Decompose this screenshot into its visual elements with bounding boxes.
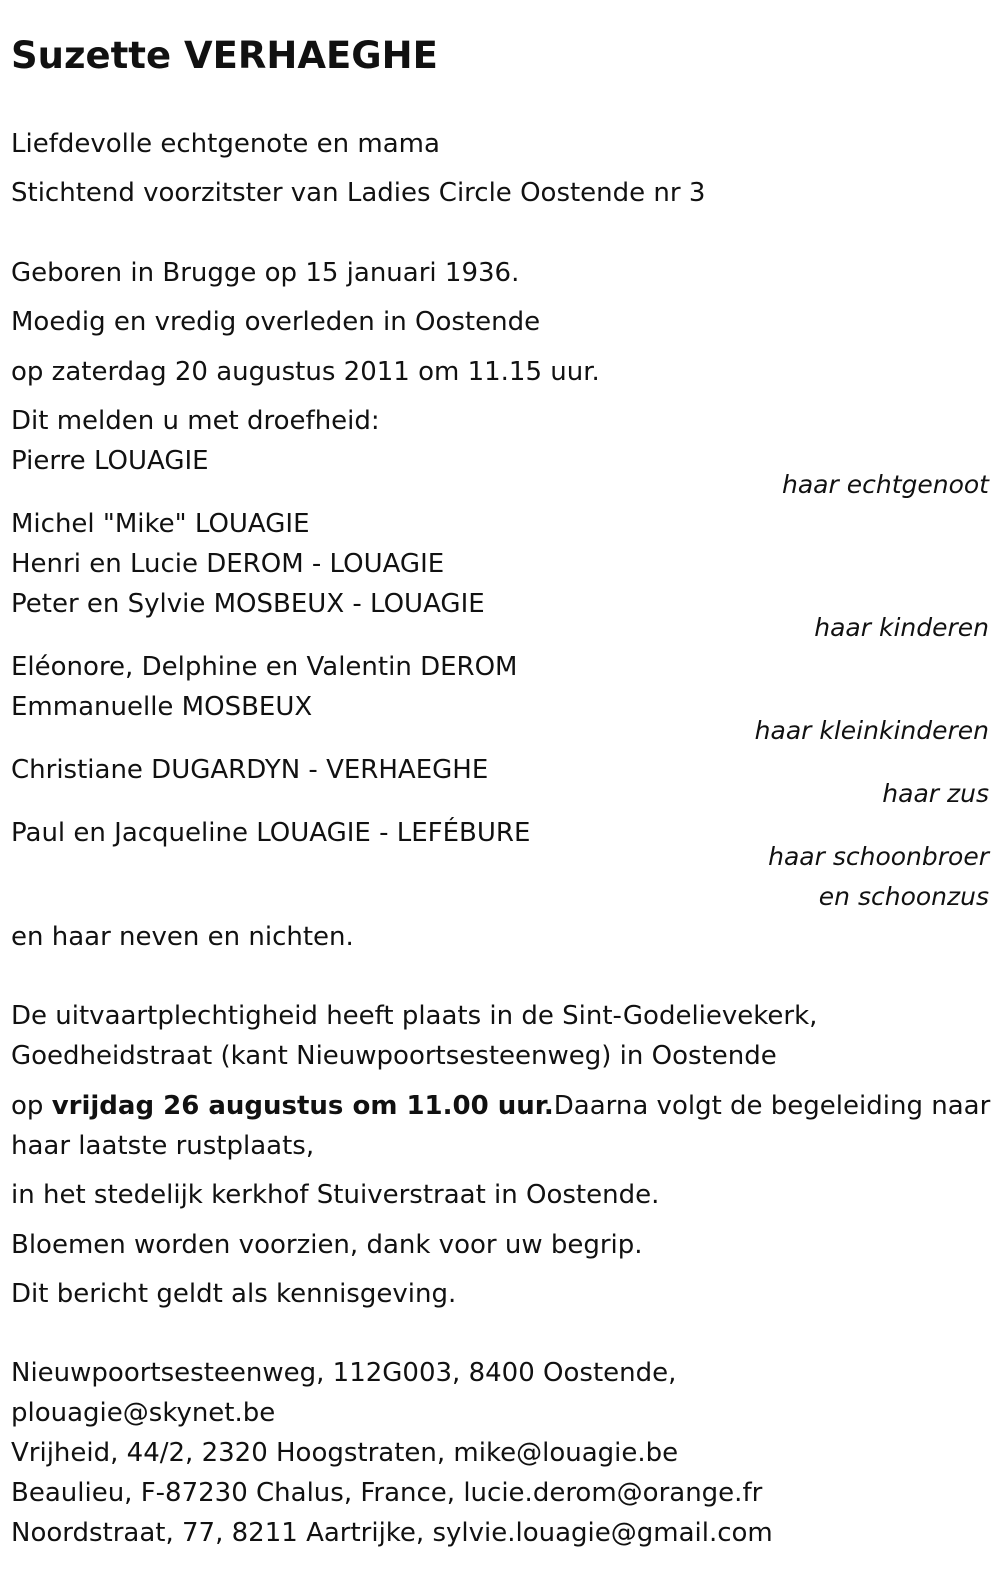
child-name-2: Henri en Lucie DEROM - LOUAGIE: [11, 549, 445, 579]
sister-name: Christiane DUGARDYN - VERHAEGHE: [11, 755, 489, 785]
grandchild-name-2: Emmanuelle MOSBEUX: [11, 692, 313, 722]
funeral-date-prefix: op: [11, 1091, 52, 1121]
address-line-1: Nieuwpoortsesteenweg, 112G003, 8400 Oostende,: [11, 1358, 677, 1388]
child-name-3: Peter en Sylvie MOSBEUX - LOUAGIE: [11, 589, 485, 619]
funeral-line-7: Dit bericht geldt als kennisgeving.: [11, 1279, 457, 1309]
child-name-1: Michel "Mike" LOUAGIE: [11, 509, 310, 539]
funeral-date-suffix: Daarna volgt de begeleiding naar: [553, 1091, 991, 1121]
cousins-line: en haar neven en nichten.: [11, 922, 354, 952]
funeral-line-1: De uitvaartplechtigheid heeft plaats in de Sint-Godelievekerk,: [11, 1001, 818, 1031]
address-line-3: Vrijheid, 44/2, 2320 Hoogstraten, mike@louagie.be: [11, 1438, 679, 1468]
address-line-5: Noordstraat, 77, 8211 Aartrijke, sylvie.louagie@gmail.com: [11, 1518, 773, 1548]
funeral-line-6: Bloemen worden voorzien, dank voor uw begrip.: [11, 1230, 643, 1260]
in-laws-role-2: en schoonzus: [818, 882, 989, 911]
spouse-name: Pierre LOUAGIE: [11, 446, 209, 476]
children-role: haar kinderen: [814, 613, 989, 642]
in-laws-role-1: haar schoonbroer: [768, 842, 989, 871]
funeral-line-4: haar laatste rustplaats,: [11, 1131, 315, 1161]
death-line-2: op zaterdag 20 augustus 2011 om 11.15 uur.: [11, 357, 600, 387]
birth-line: Geboren in Brugge op 15 januari 1936.: [11, 258, 520, 288]
deceased-name: Suzette VERHAEGHE: [11, 34, 438, 77]
address-line-4: Beaulieu, F-87230 Chalus, France, lucie.derom@orange.fr: [11, 1478, 763, 1508]
announcement-line: Dit melden u met droefheid:: [11, 406, 380, 436]
death-line-1: Moedig en vredig overleden in Oostende: [11, 307, 541, 337]
intro-line-1: Liefdevolle echtgenote en mama: [11, 129, 440, 159]
grandchildren-role: haar kleinkinderen: [754, 716, 989, 745]
in-laws-name: Paul en Jacqueline LOUAGIE - LEFÉBURE: [11, 818, 531, 848]
funeral-date: vrijdag 26 augustus om 11.00 uur.: [51, 1091, 554, 1121]
funeral-line-2: Goedheidstraat (kant Nieuwpoortsesteenweg) in Oostende: [11, 1041, 777, 1071]
funeral-line-5: in het stedelijk kerkhof Stuiverstraat in Oostende.: [11, 1180, 660, 1210]
grandchild-name-1: Eléonore, Delphine en Valentin DEROM: [11, 652, 518, 682]
address-line-2: plouagie@skynet.be: [11, 1398, 276, 1428]
sister-role: haar zus: [882, 779, 989, 808]
intro-line-2: Stichtend voorzitster van Ladies Circle Oostende nr 3: [11, 178, 706, 208]
spouse-role: haar echtgenoot: [782, 470, 989, 499]
funeral-date-line: [11, 1089, 990, 1123]
